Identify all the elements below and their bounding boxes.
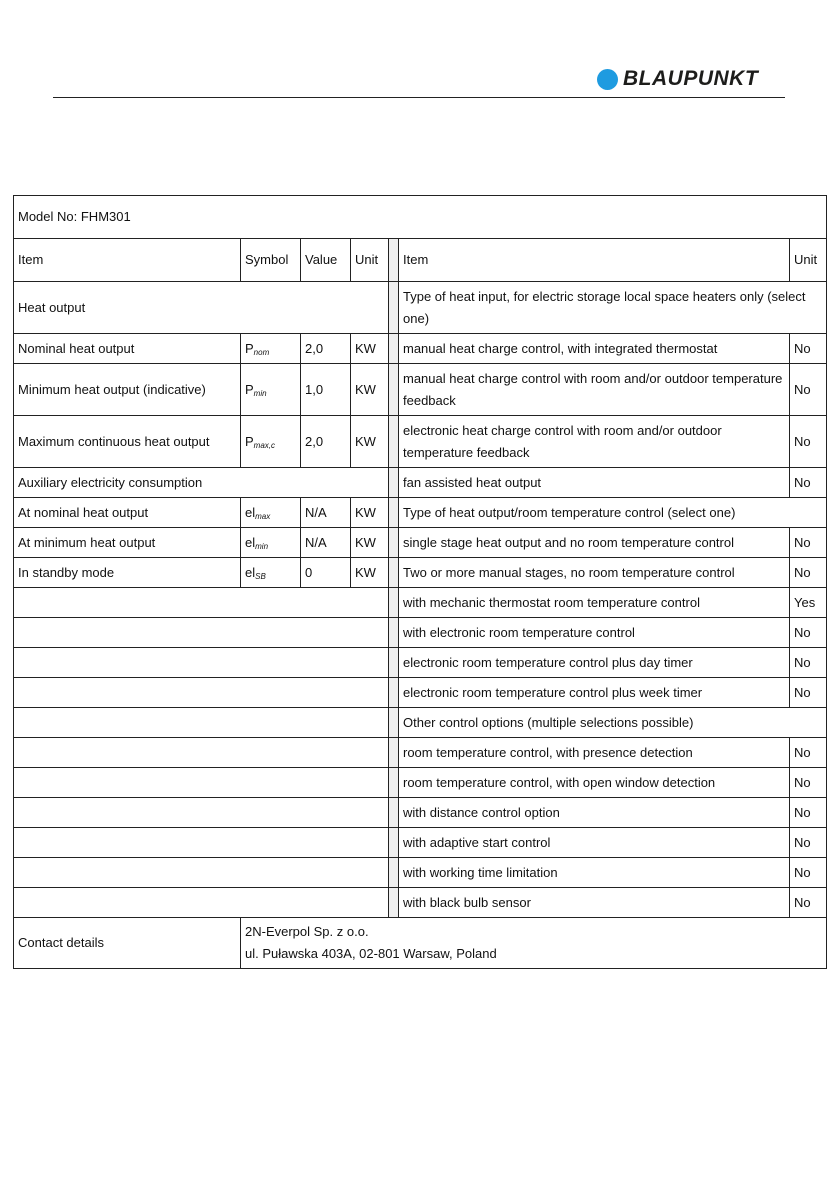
fan-assisted-item: fan assisted heat output bbox=[399, 468, 790, 498]
empty-left-cell bbox=[14, 708, 389, 738]
gap-cell bbox=[389, 618, 399, 648]
at-nominal-symbol: $el_{max}$ bbox=[241, 498, 301, 528]
standby-value: 0 bbox=[301, 558, 351, 588]
mechanic-thermostat-item: with mechanic thermostat room temperature control bbox=[399, 588, 790, 618]
heat-input-section: Type of heat input, for electric storage local space heaters only (select one) bbox=[399, 282, 827, 334]
gap-cell bbox=[389, 828, 399, 858]
gap-cell bbox=[389, 768, 399, 798]
fan-assisted-unit: No bbox=[790, 468, 827, 498]
empty-left-cell bbox=[14, 828, 389, 858]
distance-control-item: with distance control option bbox=[399, 798, 790, 828]
two-manual-item: Two or more manual stages, no room temperature control bbox=[399, 558, 790, 588]
manual-feedback-unit: No bbox=[790, 364, 827, 416]
black-bulb-item: with black bulb sensor bbox=[399, 888, 790, 918]
empty-left-cell bbox=[14, 648, 389, 678]
logo-dot-icon bbox=[597, 69, 618, 90]
at-nominal-unit: KW bbox=[351, 498, 389, 528]
control-type-section: Type of heat output/room temperature control (select one) bbox=[399, 498, 827, 528]
at-minimum-item: At minimum heat output bbox=[14, 528, 241, 558]
nominal-heat-output-symbol: $P_{nom}$ bbox=[241, 334, 301, 364]
logo-text: BLAUPUNKT bbox=[623, 67, 759, 90]
minimum-heat-output-unit: KW bbox=[351, 364, 389, 416]
at-minimum-unit: KW bbox=[351, 528, 389, 558]
electronic-feedback-unit: No bbox=[790, 416, 827, 468]
gap-cell bbox=[389, 416, 399, 468]
empty-left-cell bbox=[14, 738, 389, 768]
maximum-heat-output-unit: KW bbox=[351, 416, 389, 468]
maximum-heat-output-value: 2,0 bbox=[301, 416, 351, 468]
adaptive-start-unit: No bbox=[790, 828, 827, 858]
gap-cell bbox=[389, 648, 399, 678]
week-timer-item: electronic room temperature control plus week timer bbox=[399, 678, 790, 708]
model-number: Model No: FHM301 bbox=[14, 196, 827, 239]
heat-output-section: Heat output bbox=[14, 282, 389, 334]
nominal-heat-output-unit: KW bbox=[351, 334, 389, 364]
gap-cell bbox=[389, 678, 399, 708]
adaptive-start-item: with adaptive start control bbox=[399, 828, 790, 858]
at-nominal-item: At nominal heat output bbox=[14, 498, 241, 528]
brand-logo bbox=[597, 67, 758, 91]
electronic-feedback-item: electronic heat charge control with room and/or outdoor temperature feedback bbox=[399, 416, 790, 468]
maximum-heat-output-symbol: $P_{max,c}$ bbox=[241, 416, 301, 468]
empty-left-cell bbox=[14, 588, 389, 618]
manual-thermostat-unit: No bbox=[790, 334, 827, 364]
aux-electricity-section: Auxiliary electricity consumption bbox=[14, 468, 389, 498]
single-stage-item: single stage heat output and no room temperature control bbox=[399, 528, 790, 558]
week-timer-unit: No bbox=[790, 678, 827, 708]
contact-address: ul. Puławska 403A, 02-801 Warsaw, Poland bbox=[245, 946, 497, 961]
gap-cell bbox=[389, 558, 399, 588]
distance-control-unit: No bbox=[790, 798, 827, 828]
empty-left-cell bbox=[14, 678, 389, 708]
presence-detection-unit: No bbox=[790, 738, 827, 768]
contact-label: Contact details bbox=[14, 918, 241, 969]
gap-cell bbox=[389, 738, 399, 768]
at-nominal-value: N/A bbox=[301, 498, 351, 528]
electronic-control-item: with electronic room temperature control bbox=[399, 618, 790, 648]
empty-left-cell bbox=[14, 798, 389, 828]
mechanic-thermostat-unit: Yes bbox=[790, 588, 827, 618]
contact-details bbox=[241, 918, 827, 969]
open-window-item: room temperature control, with open window detection bbox=[399, 768, 790, 798]
day-timer-unit: No bbox=[790, 648, 827, 678]
at-minimum-value: N/A bbox=[301, 528, 351, 558]
open-window-unit: No bbox=[790, 768, 827, 798]
empty-left-cell bbox=[14, 768, 389, 798]
single-stage-unit: No bbox=[790, 528, 827, 558]
gap-cell bbox=[389, 468, 399, 498]
contact-company: 2N-Everpol Sp. z o.o. bbox=[245, 924, 369, 939]
gap-cell bbox=[389, 282, 399, 334]
other-options-section: Other control options (multiple selections possible) bbox=[399, 708, 827, 738]
gap-cell bbox=[389, 498, 399, 528]
header-unit: Unit bbox=[351, 239, 389, 282]
nominal-heat-output-item: Nominal heat output bbox=[14, 334, 241, 364]
header-item-right: Item bbox=[399, 239, 790, 282]
two-manual-unit: No bbox=[790, 558, 827, 588]
working-time-item: with working time limitation bbox=[399, 858, 790, 888]
empty-left-cell bbox=[14, 858, 389, 888]
minimum-heat-output-symbol: $P_{min}$ bbox=[241, 364, 301, 416]
electronic-control-unit: No bbox=[790, 618, 827, 648]
day-timer-item: electronic room temperature control plus day timer bbox=[399, 648, 790, 678]
gap-cell bbox=[389, 708, 399, 738]
standby-unit: KW bbox=[351, 558, 389, 588]
presence-detection-item: room temperature control, with presence detection bbox=[399, 738, 790, 768]
nominal-heat-output-value: 2,0 bbox=[301, 334, 351, 364]
header-unit-right: Unit bbox=[790, 239, 827, 282]
gap-cell bbox=[389, 364, 399, 416]
header-divider bbox=[53, 97, 785, 98]
header-value: Value bbox=[301, 239, 351, 282]
gap-cell bbox=[389, 528, 399, 558]
manual-thermostat-item: manual heat charge control, with integrated thermostat bbox=[399, 334, 790, 364]
maximum-heat-output-item: Maximum continuous heat output bbox=[14, 416, 241, 468]
standby-item: In standby mode bbox=[14, 558, 241, 588]
gap-cell bbox=[389, 858, 399, 888]
standby-symbol: $el_{SB}$ bbox=[241, 558, 301, 588]
minimum-heat-output-value: 1,0 bbox=[301, 364, 351, 416]
working-time-unit: No bbox=[790, 858, 827, 888]
gap-cell bbox=[389, 588, 399, 618]
header-symbol: Symbol bbox=[241, 239, 301, 282]
product-information-table bbox=[13, 195, 827, 969]
empty-left-cell bbox=[14, 888, 389, 918]
black-bulb-unit: No bbox=[790, 888, 827, 918]
manual-feedback-item: manual heat charge control with room and/or outdoor temperature feedback bbox=[399, 364, 790, 416]
gap-cell bbox=[389, 239, 399, 282]
gap-cell bbox=[389, 888, 399, 918]
header-item: Item bbox=[14, 239, 241, 282]
minimum-heat-output-item: Minimum heat output (indicative) bbox=[14, 364, 241, 416]
gap-cell bbox=[389, 798, 399, 828]
gap-cell bbox=[389, 334, 399, 364]
at-minimum-symbol: $el_{min}$ bbox=[241, 528, 301, 558]
empty-left-cell bbox=[14, 618, 389, 648]
